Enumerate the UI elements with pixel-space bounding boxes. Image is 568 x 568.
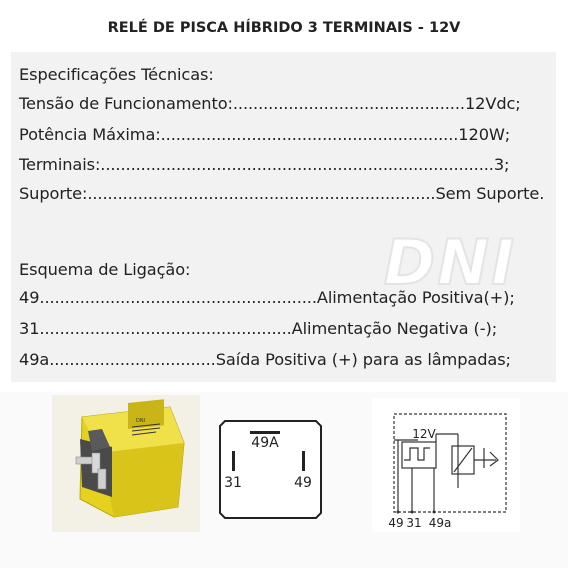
wiring-49: 49.......................................................Alimentação Positiva(+); xyxy=(19,288,515,307)
spec-power: Potência Máxima:...........................................................120W; xyxy=(19,125,511,144)
pin-label-31: 31 xyxy=(224,475,242,491)
spec-terminals: Terminais:..............................................................................3; xyxy=(19,155,510,174)
brand-watermark xyxy=(350,232,550,292)
schematic-diagram xyxy=(372,398,520,532)
spec-voltage: Tensão de Funcionamento:..............................................12Vdc; xyxy=(19,94,521,113)
schematic-voltage-label: 12V xyxy=(412,427,436,441)
spec-support: Suporte:.....................................................................Sem Suporte. xyxy=(19,184,545,203)
pin-label-49: 49 xyxy=(294,475,312,491)
wiring-heading: Esquema de Ligação: xyxy=(19,260,191,279)
schematic-terminal-49: 49 xyxy=(388,516,404,530)
schematic-outline xyxy=(394,414,506,512)
pinout-diagram xyxy=(219,420,322,519)
pin-31-blade xyxy=(232,451,235,471)
schematic-terminal-31: 31 xyxy=(406,516,422,530)
wiring-31: 31..................................................Alimentação Negativa (-); xyxy=(19,319,498,338)
pin-49-blade xyxy=(302,451,305,471)
relay-photo xyxy=(52,395,200,532)
schematic-terminal-49a: 49a xyxy=(428,516,452,530)
page-title: RELÉ DE PISCA HÍBRIDO 3 TERMINAIS - 12V xyxy=(107,20,461,36)
pin-49a-blade xyxy=(250,431,280,434)
relay-label-line-1: DNI xyxy=(136,418,146,424)
watermark-text: DNI xyxy=(383,232,517,292)
wiring-49a: 49a.................................Saída Positiva (+) para as lâmpadas; xyxy=(19,350,511,369)
pin-label-49a: 49A xyxy=(251,435,279,451)
specs-heading: Especificações Técnicas: xyxy=(19,65,214,84)
relay-photo-card xyxy=(52,395,200,532)
